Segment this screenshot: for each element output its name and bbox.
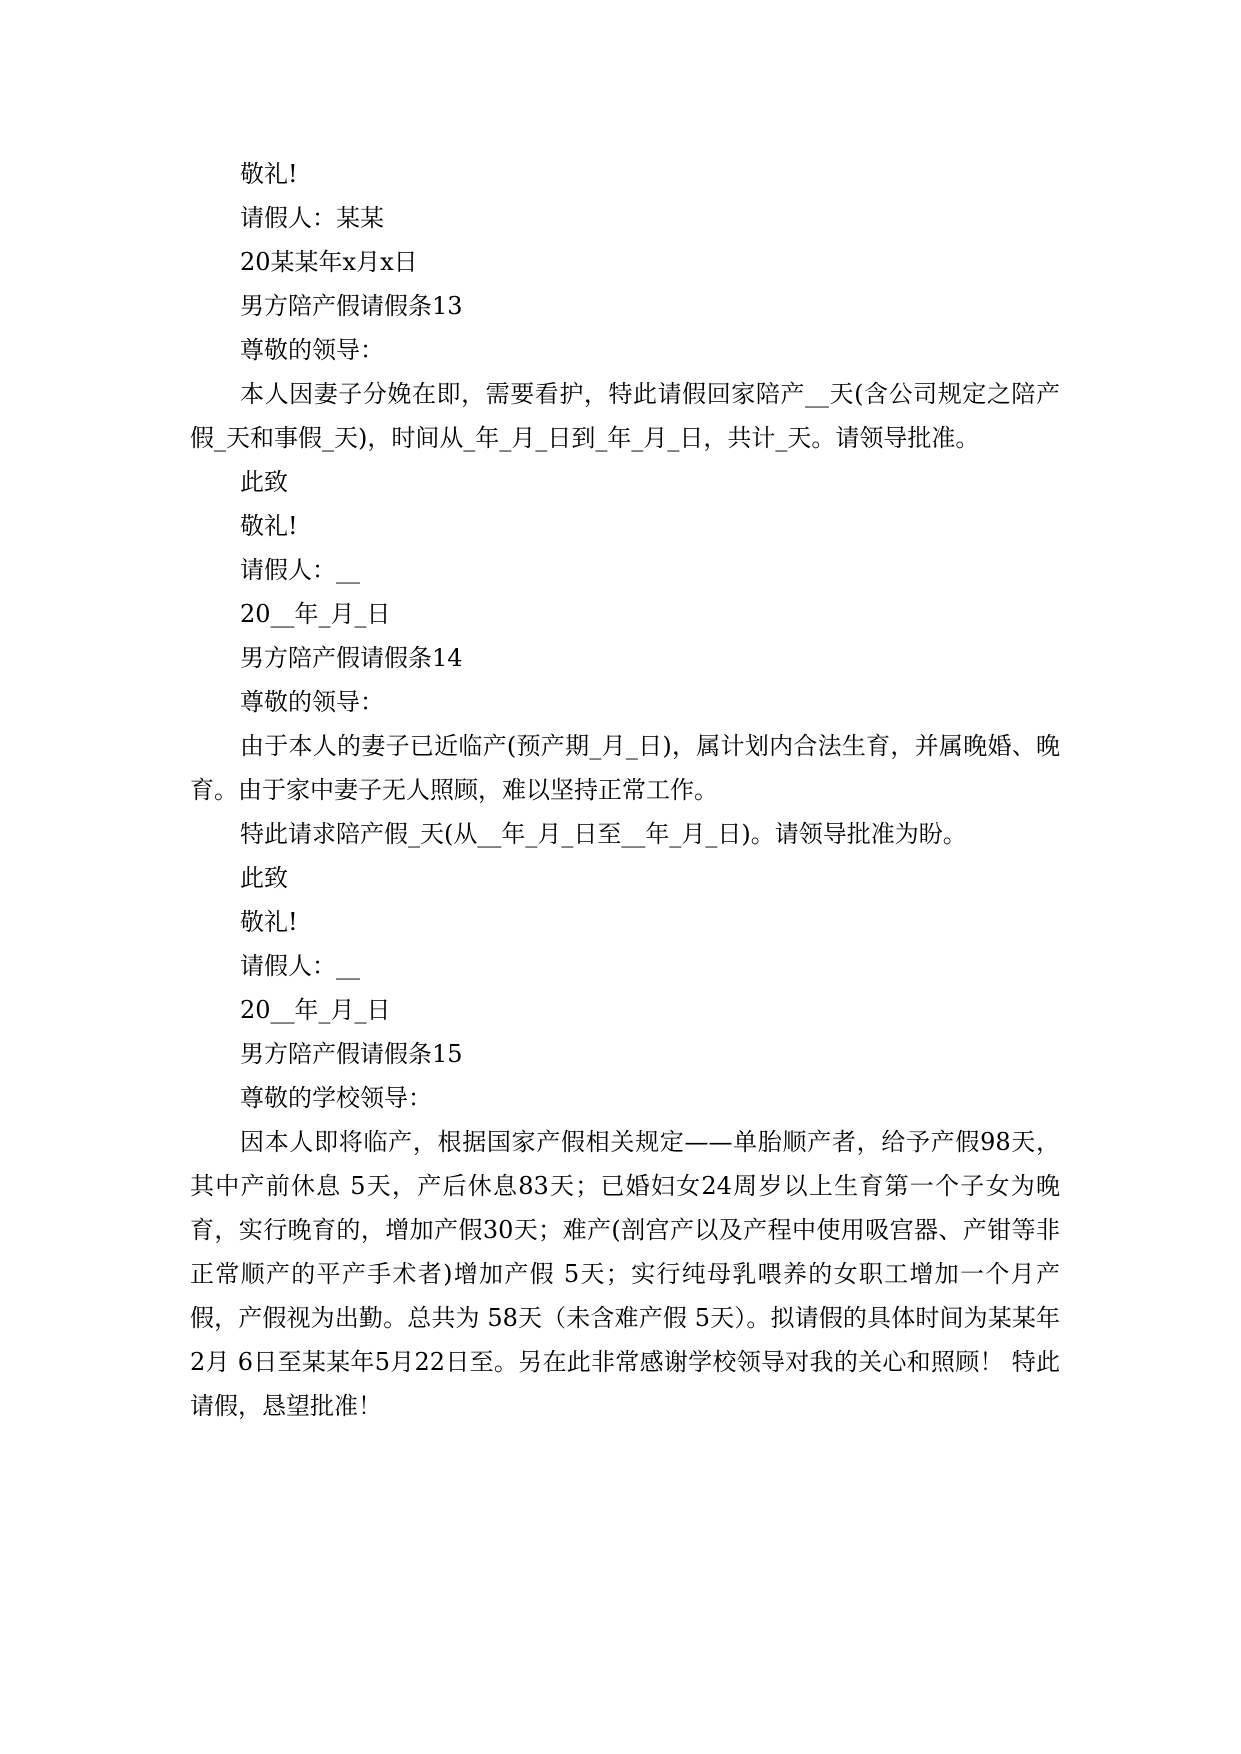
applicant-line: 请假人：某某 — [240, 204, 384, 232]
closing-line-13: 此致 — [240, 468, 288, 496]
date-line-13: 20__年_月_日 — [240, 600, 391, 628]
closing-salute-13: 敬礼! — [240, 512, 298, 540]
letter-title-14: 男方陪产假请假条14 — [240, 644, 463, 672]
applicant-line-14: 请假人：__ — [240, 952, 360, 980]
closing-salute-14: 敬礼! — [240, 908, 298, 936]
body-paragraph-14: 由于本人的妻子已近临产(预产期_月_日)，属计划内合法生育，并属晚婚、晚育。由于家中妻子无人照顾，难以坚持正常工作。 — [190, 732, 1060, 804]
document-body — [190, 152, 1060, 1428]
body-paragraph-13: 本人因妻子分娩在即，需要看护，特此请假回家陪产__天(含公司规定之陪产假_天和事假_天)，时间从_年_月_日到_年_月_日，共计_天。请领导批准。 — [190, 380, 1060, 452]
date-line: 20某某年x月x日 — [240, 248, 418, 276]
closing-salute: 敬礼! — [240, 160, 298, 188]
greeting-13: 尊敬的领导： — [240, 336, 384, 364]
request-line-14: 特此请求陪产假_天(从__年_月_日至__年_月_日)。请领导批准为盼。 — [240, 820, 967, 848]
body-paragraph-15: 因本人即将临产，根据国家产假相关规定——单胎顺产者，给予产假98天，其中产前休息 5天，产后休息83天；已婚妇女24周岁以上生育第一个子女为晚育，实行晚育的，增加产假30天；难产(剖宫产以及产程中使用吸宫器、产钳等非正常顺产的平产手术者)增加产假 5天；实行纯母乳喂养的女职工增加一个月产假，产假视为出勤。总共为 58天（未含难产假 5天）。拟请假的具体时间为某某年 2月 6日至某某年5月22日至。另在此非常感谢学校领导对我的关心和照顾！ 特此请假，恳望批准！ — [190, 1128, 1060, 1420]
closing-line-14: 此致 — [240, 864, 288, 892]
letter-title-13: 男方陪产假请假条13 — [240, 292, 463, 320]
letter-title-15: 男方陪产假请假条15 — [240, 1040, 463, 1068]
date-line-14: 20__年_月_日 — [240, 996, 391, 1024]
greeting-15: 尊敬的学校领导： — [240, 1084, 432, 1112]
greeting-14: 尊敬的领导： — [240, 688, 384, 716]
applicant-line-13: 请假人：__ — [240, 556, 360, 584]
